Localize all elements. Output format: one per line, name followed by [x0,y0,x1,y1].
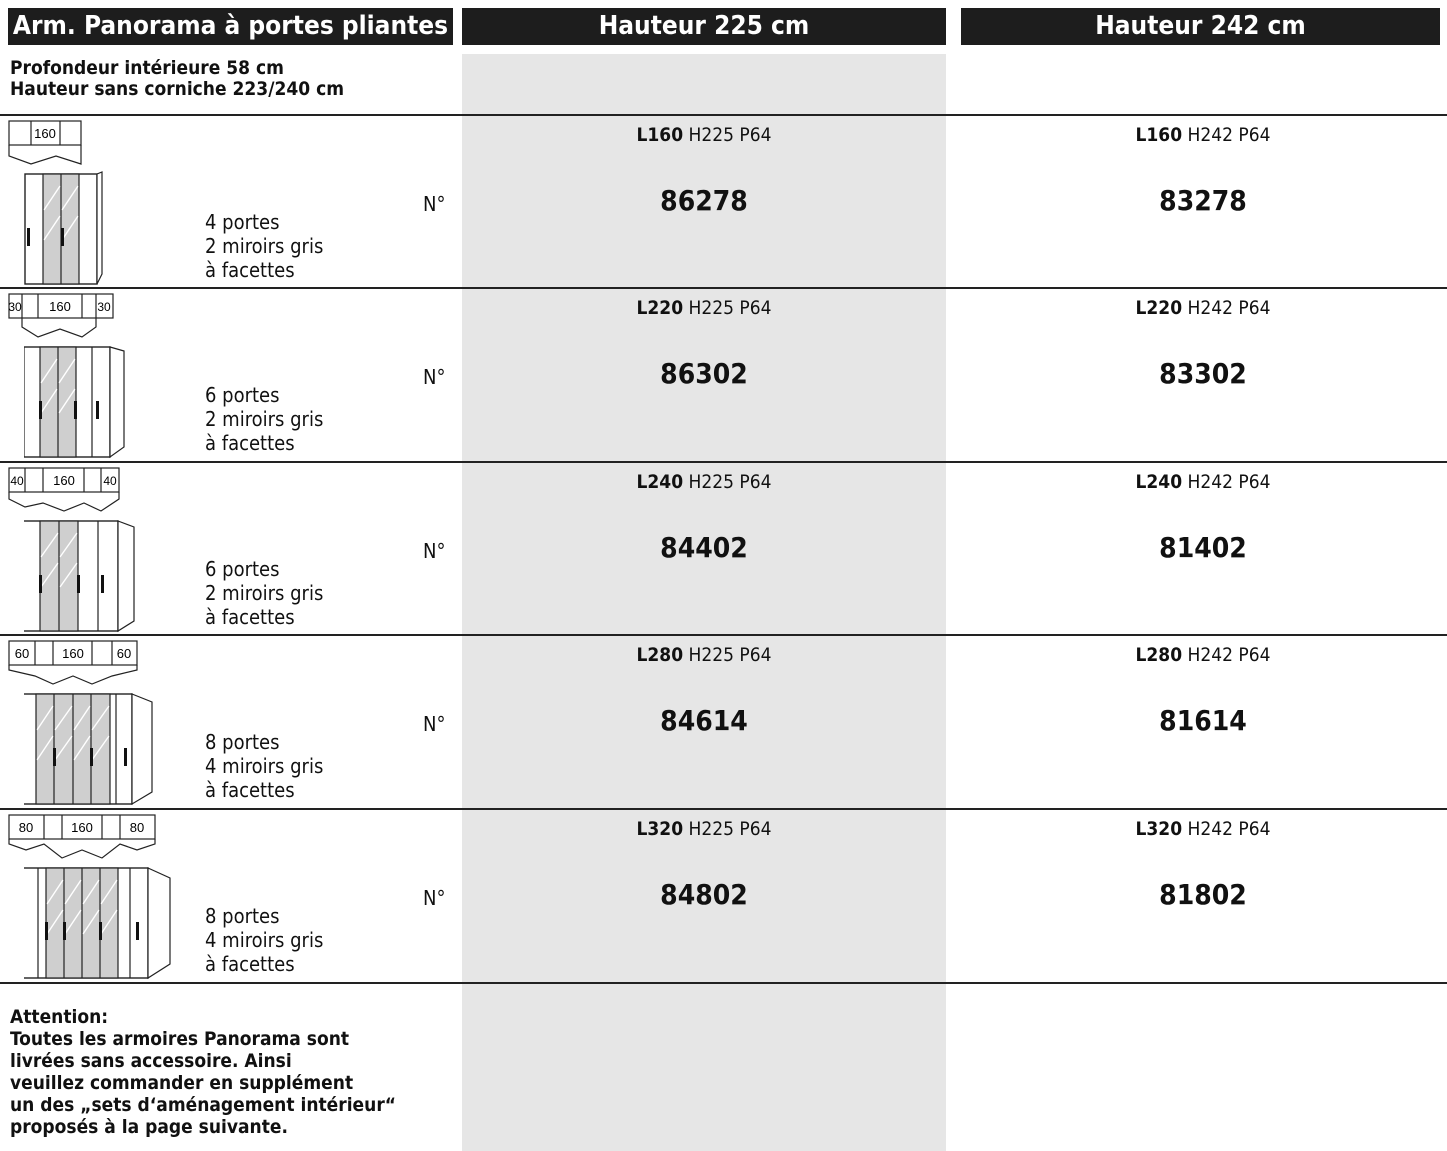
width-code: L320 [1135,818,1183,840]
desc-line: à facettes [205,778,295,802]
spec-h242 [961,644,1445,666]
dim-label: 160 [62,646,84,661]
product-row [0,463,1447,636]
desc-line: 2 miroirs gris [205,581,324,605]
header-main-label: Arm. Panorama à portes pliantes [12,11,449,41]
row-description [205,383,323,455]
desc-line: 6 portes [205,383,280,407]
note-line: proposés à la page suivante. [10,1116,288,1138]
article-number-h242: 83302 [1159,357,1247,390]
product-row [0,116,1447,289]
dim-label: 160 [34,126,56,141]
number-label: N° [423,365,446,389]
header-h225 [462,8,946,45]
row-description [205,730,323,802]
article-number-h242: 81614 [1159,704,1247,737]
article-number-h225: 84802 [660,878,748,911]
wardrobe-icon [24,170,114,286]
desc-line: 8 portes [205,730,280,754]
dim-label: 40 [10,474,24,488]
note-line: livrées sans accessoire. Ainsi [10,1050,292,1072]
desc-line: 6 portes [205,557,280,581]
dimension-diagram [8,120,118,168]
width-code: L240 [636,471,684,493]
width-code: L280 [1135,644,1183,666]
width-code: L220 [1135,297,1183,319]
spec-h242 [961,124,1445,146]
width-code: L320 [636,818,684,840]
dim-label: 30 [97,300,111,314]
spec-h225 [462,297,946,319]
header-h242-label: Hauteur 242 cm [1095,11,1306,41]
size-spec: H242 P64 [1182,124,1271,146]
desc-line: 4 miroirs gris [205,928,324,952]
desc-line: à facettes [205,605,295,629]
width-code: L220 [636,297,684,319]
size-spec: H242 P64 [1182,818,1271,840]
dimension-diagram [8,640,140,688]
note-line: Attention: [10,1006,109,1028]
dim-label: 40 [103,474,117,488]
width-code: L280 [636,644,684,666]
dimension-diagram [8,467,123,515]
desc-line: à facettes [205,258,295,282]
spec-h225 [462,818,946,840]
row-description [205,557,323,629]
size-spec: H225 P64 [683,818,772,840]
width-code: L160 [636,124,684,146]
desc-line: 4 portes [205,210,280,234]
width-code: L240 [1135,471,1183,493]
desc-line: à facettes [205,952,295,976]
row-description [205,904,323,976]
dim-label: 60 [14,646,30,661]
size-spec: H242 P64 [1182,471,1271,493]
desc-line: 2 miroirs gris [205,407,324,431]
desc-line: 8 portes [205,904,280,928]
note-line: un des „sets d‘aménagement intérieur“ [10,1094,396,1116]
desc-line: 2 miroirs gris [205,234,324,258]
size-spec: H242 P64 [1182,297,1271,319]
spec-h242 [961,818,1445,840]
article-number-h242: 83278 [1159,184,1247,217]
spec-h225 [462,471,946,493]
article-number-h242: 81402 [1159,531,1247,564]
spec-h225 [462,644,946,666]
article-number-h225: 84402 [660,531,748,564]
article-number-h225: 86302 [660,357,748,390]
row-description [205,210,323,282]
dim-label: 60 [116,646,132,661]
size-spec: H242 P64 [1182,644,1271,666]
size-spec: H225 P64 [683,644,772,666]
article-number-h242: 81802 [1159,878,1247,911]
size-spec: H225 P64 [683,124,772,146]
dim-label: 80 [18,820,34,835]
number-label: N° [423,712,446,736]
wardrobe-icon [24,517,139,633]
product-row [0,636,1447,809]
spec-h242 [961,297,1445,319]
size-spec: H225 P64 [683,471,772,493]
wardrobe-icon [24,343,134,459]
attention-note [10,1006,396,1138]
number-label: N° [423,539,446,563]
intro-height: Hauteur sans corniche 223/240 cm [10,78,345,100]
header-h225-label: Hauteur 225 cm [598,11,810,41]
dimension-diagram [8,293,118,341]
desc-line: 4 miroirs gris [205,754,324,778]
dim-label: 160 [53,473,75,488]
note-line: Toutes les armoires Panorama sont [10,1028,350,1050]
article-number-h225: 86278 [660,184,748,217]
desc-line: à facettes [205,431,295,455]
dimension-diagram [8,814,158,862]
intro-depth: Profondeur intérieure 58 cm [10,57,284,79]
dim-label: 80 [129,820,145,835]
intro-text [10,58,344,100]
wardrobe-icon [24,690,156,806]
dim-label: 30 [8,300,22,314]
width-code: L160 [1135,124,1183,146]
spec-h242 [961,471,1445,493]
article-number-h225: 84614 [660,704,748,737]
wardrobe-icon [24,864,174,980]
product-row [0,289,1447,462]
dim-label: 160 [71,820,93,835]
spec-h225 [462,124,946,146]
number-label: N° [423,192,446,216]
product-row [0,810,1447,983]
number-label: N° [423,886,446,910]
note-line: veuillez commander en supplément [10,1072,354,1094]
header-main [8,8,453,45]
size-spec: H225 P64 [683,297,772,319]
dim-label: 160 [49,299,71,314]
header-h242 [961,8,1440,45]
